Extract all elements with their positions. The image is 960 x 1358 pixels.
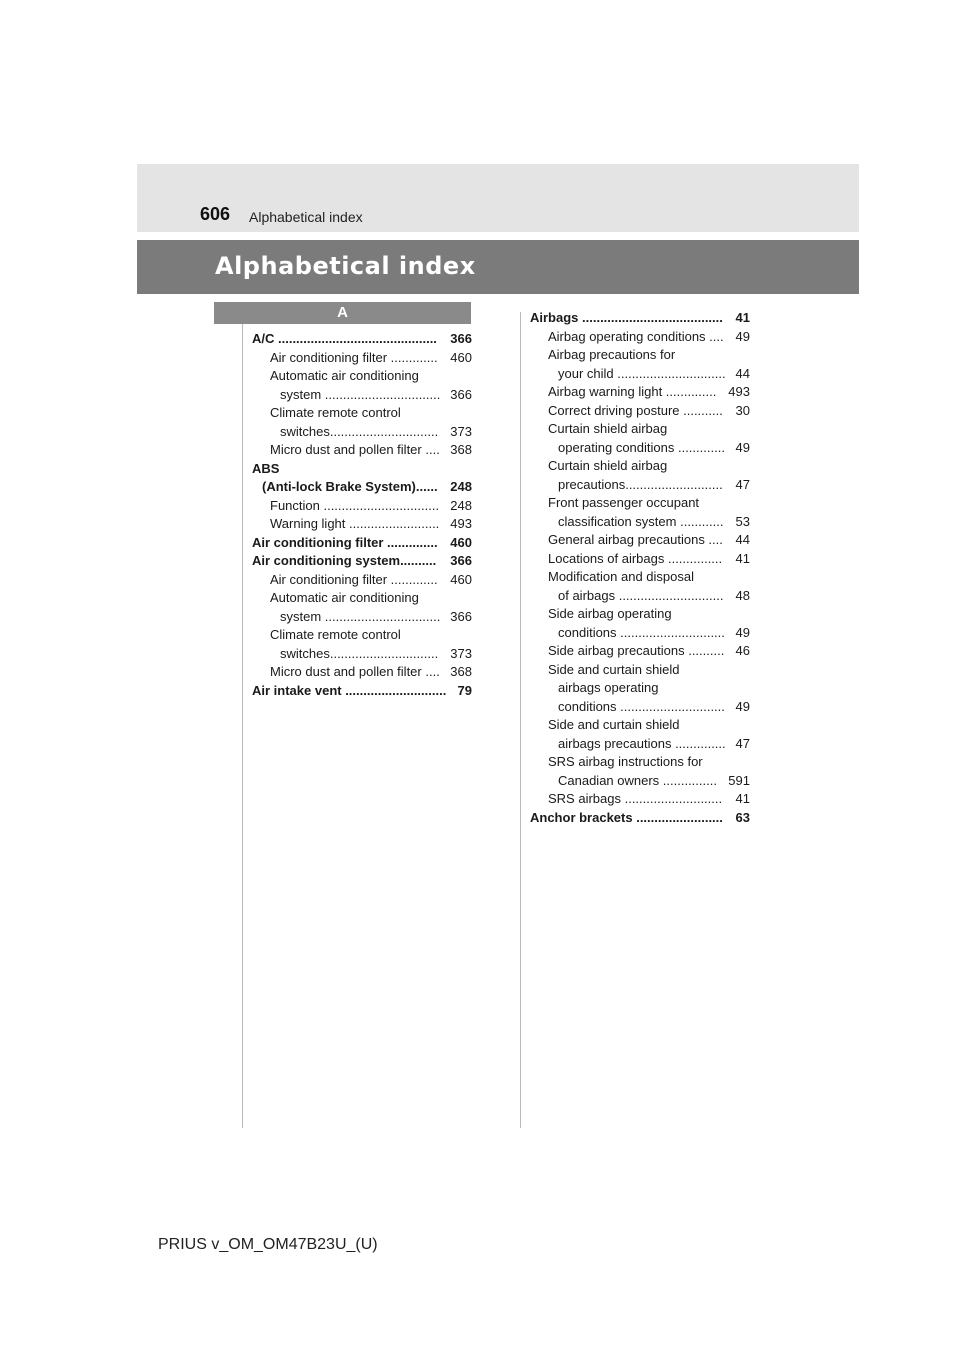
index-entry — [530, 753, 750, 772]
index-entry-page: 368 — [450, 442, 472, 457]
index-entry — [530, 679, 750, 698]
index-entry-label: Automatic air conditioning — [270, 590, 419, 605]
index-entry — [252, 645, 472, 664]
index-entry-label: Curtain shield airbag — [548, 458, 668, 473]
index-entry-page: 493 — [450, 516, 472, 531]
index-entry-label: Airbag precautions for — [548, 347, 676, 362]
index-entry-label: Climate remote control — [270, 405, 401, 420]
index-entry — [252, 460, 472, 479]
index-entry — [530, 328, 750, 347]
index-entry-page: 49 — [735, 624, 750, 640]
index-entry-label: General airbag precautions .... — [548, 532, 723, 547]
index-entry-label: Climate remote control — [270, 627, 401, 642]
index-entry-page: 366 — [450, 331, 472, 346]
index-entry — [530, 772, 750, 791]
running-title: Alphabetical index — [249, 209, 363, 225]
index-entry — [252, 626, 472, 645]
index-entry-page: 248 — [450, 497, 472, 513]
index-entry-label: operating conditions ............. — [558, 439, 725, 455]
index-entry-label: SRS airbag instructions for — [548, 754, 703, 769]
page-title: Alphabetical index — [215, 252, 476, 280]
index-entry-label: Airbags ....................................... — [530, 310, 723, 325]
index-entry — [530, 531, 750, 550]
index-entry-label: Micro dust and pollen filter .... — [270, 442, 440, 457]
index-entry-label: Warning light ......................... — [270, 516, 440, 531]
index-entry-label: conditions ............................. — [558, 624, 725, 640]
index-entry-label: system ................................ — [280, 608, 441, 624]
index-entry-label: Canadian owners ............... — [558, 772, 717, 788]
title-bar — [137, 240, 859, 294]
index-entry — [252, 589, 472, 608]
index-entry — [530, 624, 750, 643]
index-entry-label: Anchor brackets ........................ — [530, 809, 723, 825]
index-entry — [530, 550, 750, 569]
index-entry-label: Modification and disposal — [548, 569, 694, 584]
index-entry-label: Side airbag operating — [548, 606, 672, 621]
header-band — [137, 164, 859, 232]
index-entry-label: ABS — [252, 460, 280, 476]
index-entry-label: your child .............................. — [558, 365, 726, 381]
index-entry-label: Front passenger occupant — [548, 495, 700, 510]
index-entry-page: 373 — [450, 645, 472, 661]
index-entry-label: Airbag warning light .............. — [548, 384, 717, 399]
index-entry-label: Curtain shield airbag — [548, 421, 668, 436]
index-entry-label: classification system ............ — [558, 513, 724, 529]
index-entry-label: (Anti-lock Brake System)...... — [262, 479, 438, 494]
index-entry-label: Side and curtain shield — [548, 661, 680, 677]
index-entry-page: 41 — [735, 550, 750, 566]
index-entry-label: system ................................ — [280, 386, 441, 402]
index-entry — [530, 309, 750, 328]
index-entry — [252, 386, 472, 405]
index-entry-label: switches.............................. — [280, 423, 439, 439]
index-entry-page: 49 — [735, 698, 750, 714]
left-column-rule — [242, 302, 243, 1128]
index-entry-label: SRS airbags ........................... — [548, 791, 723, 806]
index-entry — [530, 735, 750, 754]
index-entry-page: 53 — [735, 513, 750, 529]
index-entry-label: Airbag operating conditions .... — [548, 328, 724, 344]
index-entry — [252, 349, 472, 368]
index-entry — [530, 716, 750, 735]
index-column-right — [530, 309, 750, 827]
index-entry — [530, 809, 750, 828]
index-entry-page: 591 — [728, 772, 750, 788]
index-entry-label: Air conditioning system.......... — [252, 553, 437, 568]
index-entry — [252, 478, 472, 497]
right-column-rule — [520, 312, 521, 1128]
page-number: 606 — [200, 204, 231, 224]
index-entry — [252, 330, 472, 349]
index-entry — [530, 605, 750, 624]
index-entry — [530, 642, 750, 661]
index-entry-page: 46 — [735, 643, 750, 658]
index-entry — [252, 497, 472, 516]
index-entry-page: 49 — [735, 439, 750, 455]
index-entry-label: switches.............................. — [280, 645, 439, 661]
index-entry-label: Automatic air conditioning — [270, 368, 419, 383]
index-entry-label: Locations of airbags ............... — [548, 550, 723, 566]
index-entry-page: 366 — [450, 608, 472, 624]
index-entry-label: Micro dust and pollen filter .... — [270, 664, 440, 679]
index-entry-page: 44 — [735, 532, 750, 547]
index-entry-page: 493 — [728, 384, 750, 399]
index-entry — [530, 476, 750, 495]
index-entry-label: Air conditioning filter ............. — [270, 349, 438, 365]
index-entry-label: Air conditioning filter ............. — [270, 571, 438, 587]
index-entry — [252, 423, 472, 442]
index-entry-page: 366 — [450, 386, 472, 402]
index-entry — [530, 365, 750, 384]
index-entry — [530, 513, 750, 532]
index-entry — [530, 402, 750, 421]
index-entry — [530, 698, 750, 717]
index-entry-label: A/C ............................................ — [252, 331, 437, 346]
index-entry-page: 373 — [450, 423, 472, 439]
index-entry-page: 30 — [735, 402, 750, 418]
index-entry-page: 47 — [735, 735, 750, 751]
index-entry-label: Function ................................ — [270, 497, 440, 513]
index-entry-label: airbags operating — [558, 680, 659, 695]
index-entry — [252, 404, 472, 423]
index-entry — [530, 790, 750, 809]
index-entry — [252, 515, 472, 534]
index-entry-page: 460 — [450, 534, 472, 550]
index-entry-page: 47 — [735, 476, 750, 492]
index-entry-page: 460 — [450, 349, 472, 365]
index-entry-page: 248 — [450, 479, 472, 494]
index-entry — [530, 661, 750, 680]
index-entry — [252, 608, 472, 627]
index-entry — [252, 534, 472, 553]
index-entry-page: 41 — [735, 310, 750, 325]
index-entry-label: Side and curtain shield — [548, 717, 680, 732]
index-entry — [530, 568, 750, 587]
index-entry — [530, 346, 750, 365]
index-entry-label: conditions ............................. — [558, 698, 725, 714]
document-code: PRIUS v_OM_OM47B23U_(U) — [158, 1236, 378, 1253]
index-entry — [530, 439, 750, 458]
index-entry-page: 41 — [735, 791, 750, 806]
index-entry-page: 44 — [735, 365, 750, 381]
index-entry — [530, 457, 750, 476]
index-entry-page: 49 — [735, 328, 750, 344]
index-entry-label: Air conditioning filter .............. — [252, 534, 438, 550]
index-entry-page: 368 — [450, 664, 472, 679]
index-entry-page: 48 — [735, 587, 750, 603]
index-entry — [530, 420, 750, 439]
index-entry-label: Correct driving posture ........... — [548, 402, 723, 418]
index-entry-label: Side airbag precautions .......... — [548, 643, 725, 658]
index-entry-page: 79 — [457, 682, 472, 698]
index-entry-page: 366 — [450, 553, 472, 568]
section-letter-tab: A — [214, 302, 471, 324]
index-entry — [530, 587, 750, 606]
index-column-left — [252, 330, 472, 700]
index-entry-page: 460 — [450, 571, 472, 587]
index-entry — [252, 367, 472, 386]
index-entry-label: of airbags ............................. — [558, 587, 724, 603]
index-entry — [252, 682, 472, 701]
index-entry — [252, 663, 472, 682]
index-entry-page: 63 — [735, 809, 750, 825]
index-entry — [252, 571, 472, 590]
index-entry-label: airbags precautions .............. — [558, 735, 726, 751]
index-entry — [252, 441, 472, 460]
index-entry — [530, 383, 750, 402]
index-entry — [252, 552, 472, 571]
index-entry — [530, 494, 750, 513]
index-entry-label: Air intake vent ............................ — [252, 682, 447, 698]
index-entry-label: precautions........................... — [558, 476, 723, 492]
